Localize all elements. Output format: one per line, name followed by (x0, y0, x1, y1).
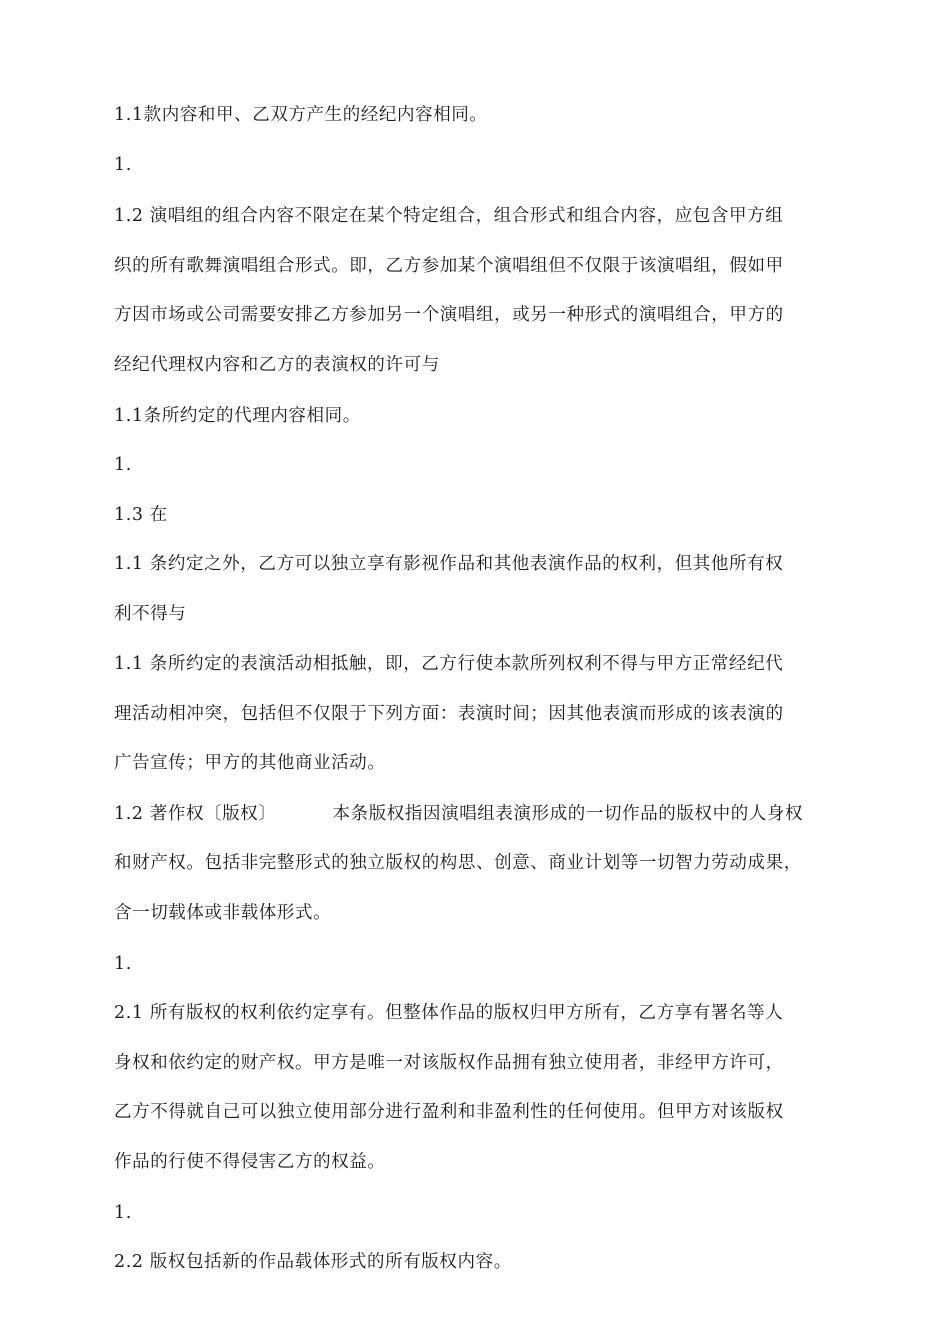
text-line: 身权和依约定的财产权。甲方是唯一对该版权作品拥有独立使用者，非经甲方许可， (114, 1053, 784, 1073)
section-intro-text: 本条版权指因演唱组表演形成的一切作品的版权中的人身权 (332, 804, 804, 824)
text-line: 1.1 条约定之外，乙方可以独立享有影视作品和其他表演作品的权利，但其他所有权 (114, 554, 784, 574)
text-line: 1. (114, 455, 132, 475)
text-line: 理活动相冲突，包括但不仅限于下列方面：表演时间；因其他表演而形成的该表演的 (114, 704, 784, 724)
text-line: 2.2 版权包括新的作品载体形式的所有版权内容。 (114, 1252, 512, 1272)
text-line: 织的所有歌舞演唱组合形式。即，乙方参加某个演唱组但不仅限于该演唱组，假如甲 (114, 256, 784, 276)
text-line: 乙方不得就自己可以独立使用部分进行盈利和非盈利性的任何使用。但甲方对该版权 (114, 1102, 784, 1122)
text-line: 利不得与 (114, 604, 187, 624)
text-line: 1.2 演唱组的组合内容不限定在某个特定组合，组合形式和组合内容，应包含甲方组 (114, 206, 784, 226)
section-heading: 1.2 著作权〔版权〕 (114, 804, 277, 824)
text-line: 经纪代理权内容和乙方的表演权的许可与 (114, 355, 440, 375)
text-line: 1. (114, 954, 132, 974)
section-heading-line (114, 802, 803, 826)
text-line: 2.1 所有版权的权利依约定享有。但整体作品的版权归甲方所有，乙方享有署名等人 (114, 1003, 784, 1023)
text-line: 1. (114, 1203, 132, 1223)
text-line: 方因市场或公司需要安排乙方参加另一个演唱组，或另一种形式的演唱组合，甲方的 (114, 305, 784, 325)
text-line: 含一切载体或非载体形式。 (114, 903, 332, 923)
text-line: 1.3 在 (114, 505, 168, 525)
text-line: 和财产权。包括非完整形式的独立版权的构思、创意、商业计划等一切智力劳动成果， (114, 853, 802, 873)
text-line: 1.1 条所约定的表演活动相抵触，即，乙方行使本款所列权利不得与甲方正常经纪代 (114, 654, 784, 674)
text-line: 广告宣传；甲方的其他商业活动。 (114, 753, 386, 773)
text-line: 作品的行使不得侵害乙方的权益。 (114, 1152, 386, 1172)
text-line: 1.1款内容和甲、乙双方产生的经纪内容相同。 (114, 105, 488, 125)
text-line: 1. (114, 155, 132, 175)
text-line: 1.1条所约定的代理内容相同。 (114, 406, 361, 426)
